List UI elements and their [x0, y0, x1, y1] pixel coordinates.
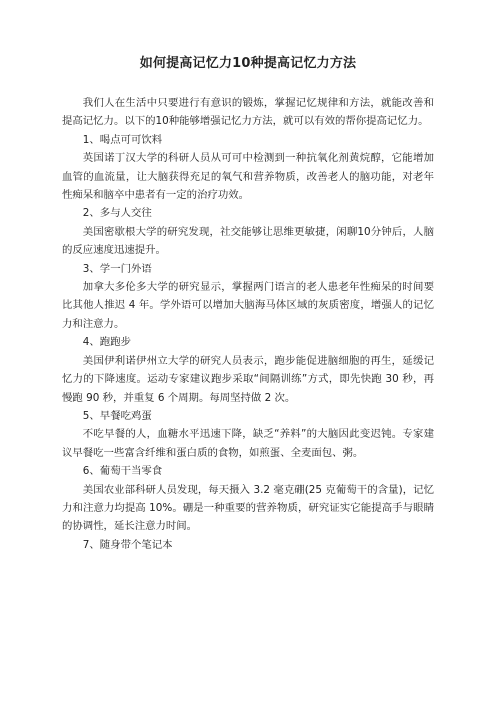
- section-text-5: 不吃早餐的人，血糖水平迅速下降，缺乏“养料”的大脑因此变迟钝。专家建议早餐吃一些富含纤维和蛋白质的食物，如煎蛋、全麦面包、粥。: [62, 428, 434, 459]
- section-text-6: 美国农业部科研人员发现，每天摄入 3.2 毫克硼(25 克葡萄干的含量)，记忆力和注意力均提高 10%。硼是一种重要的营养物质，研究证实它能提高手与眼睛的协调性，延长注意力时间。: [62, 483, 434, 533]
- section-heading-6: 6、葡萄干当零食: [82, 465, 163, 478]
- section-heading-3: 3、学一门外语: [82, 262, 152, 275]
- section-text-4: 美国伊利诺伊州立大学的研究人员表示，跑步能促进脑细胞的再生，延缓记忆力的下降速度。运动专家建议跑步采取“间隔训练”方式，即先快跑 30 秒，再慢跑 90 秒，并重复 6 个周期。每周坚持做 2 次。: [62, 354, 434, 404]
- section-heading-7: 7、随身带个笔记本: [82, 538, 173, 551]
- section-heading-4: 4、跑跑步: [82, 336, 131, 349]
- intro-paragraph: 我们人在生活中只要进行有意识的锻炼，掌握记忆规律和方法，就能改善和提高记忆力。以下的10种能够增强记忆力方法，就可以有效的帮你提高记忆力。: [62, 97, 434, 128]
- document-title: 如何提高记忆力10种提高记忆力方法: [139, 56, 357, 71]
- section-heading-2: 2、多与人交往: [82, 207, 152, 220]
- section-heading-5: 5、早餐吃鸡蛋: [82, 409, 152, 422]
- section-text-1: 英国诺丁汉大学的科研人员从可可中检测到一种抗氧化剂黄烷醇，它能增加血管的血流量，让大脑获得充足的氧气和营养物质，改善老人的脑功能，对老年性痴呆和脑卒中患者有一定的治疗功效。: [62, 152, 434, 202]
- document-body: [62, 94, 434, 554]
- section-heading-1: 1、喝点可可饮料: [82, 133, 163, 146]
- section-text-3: 加拿大多伦多大学的研究显示，掌握两门语言的老人患老年性痴呆的时间要比其他人推迟 4 年。学外语可以增加大脑海马体区域的灰质密度，增强人的记忆力和注意力。: [62, 281, 434, 330]
- section-text-2: 美国密歇根大学的研究发现，社交能够让思维更敏捷，闲聊10分钟后，人脑的反应速度迅速提升。: [62, 225, 434, 257]
